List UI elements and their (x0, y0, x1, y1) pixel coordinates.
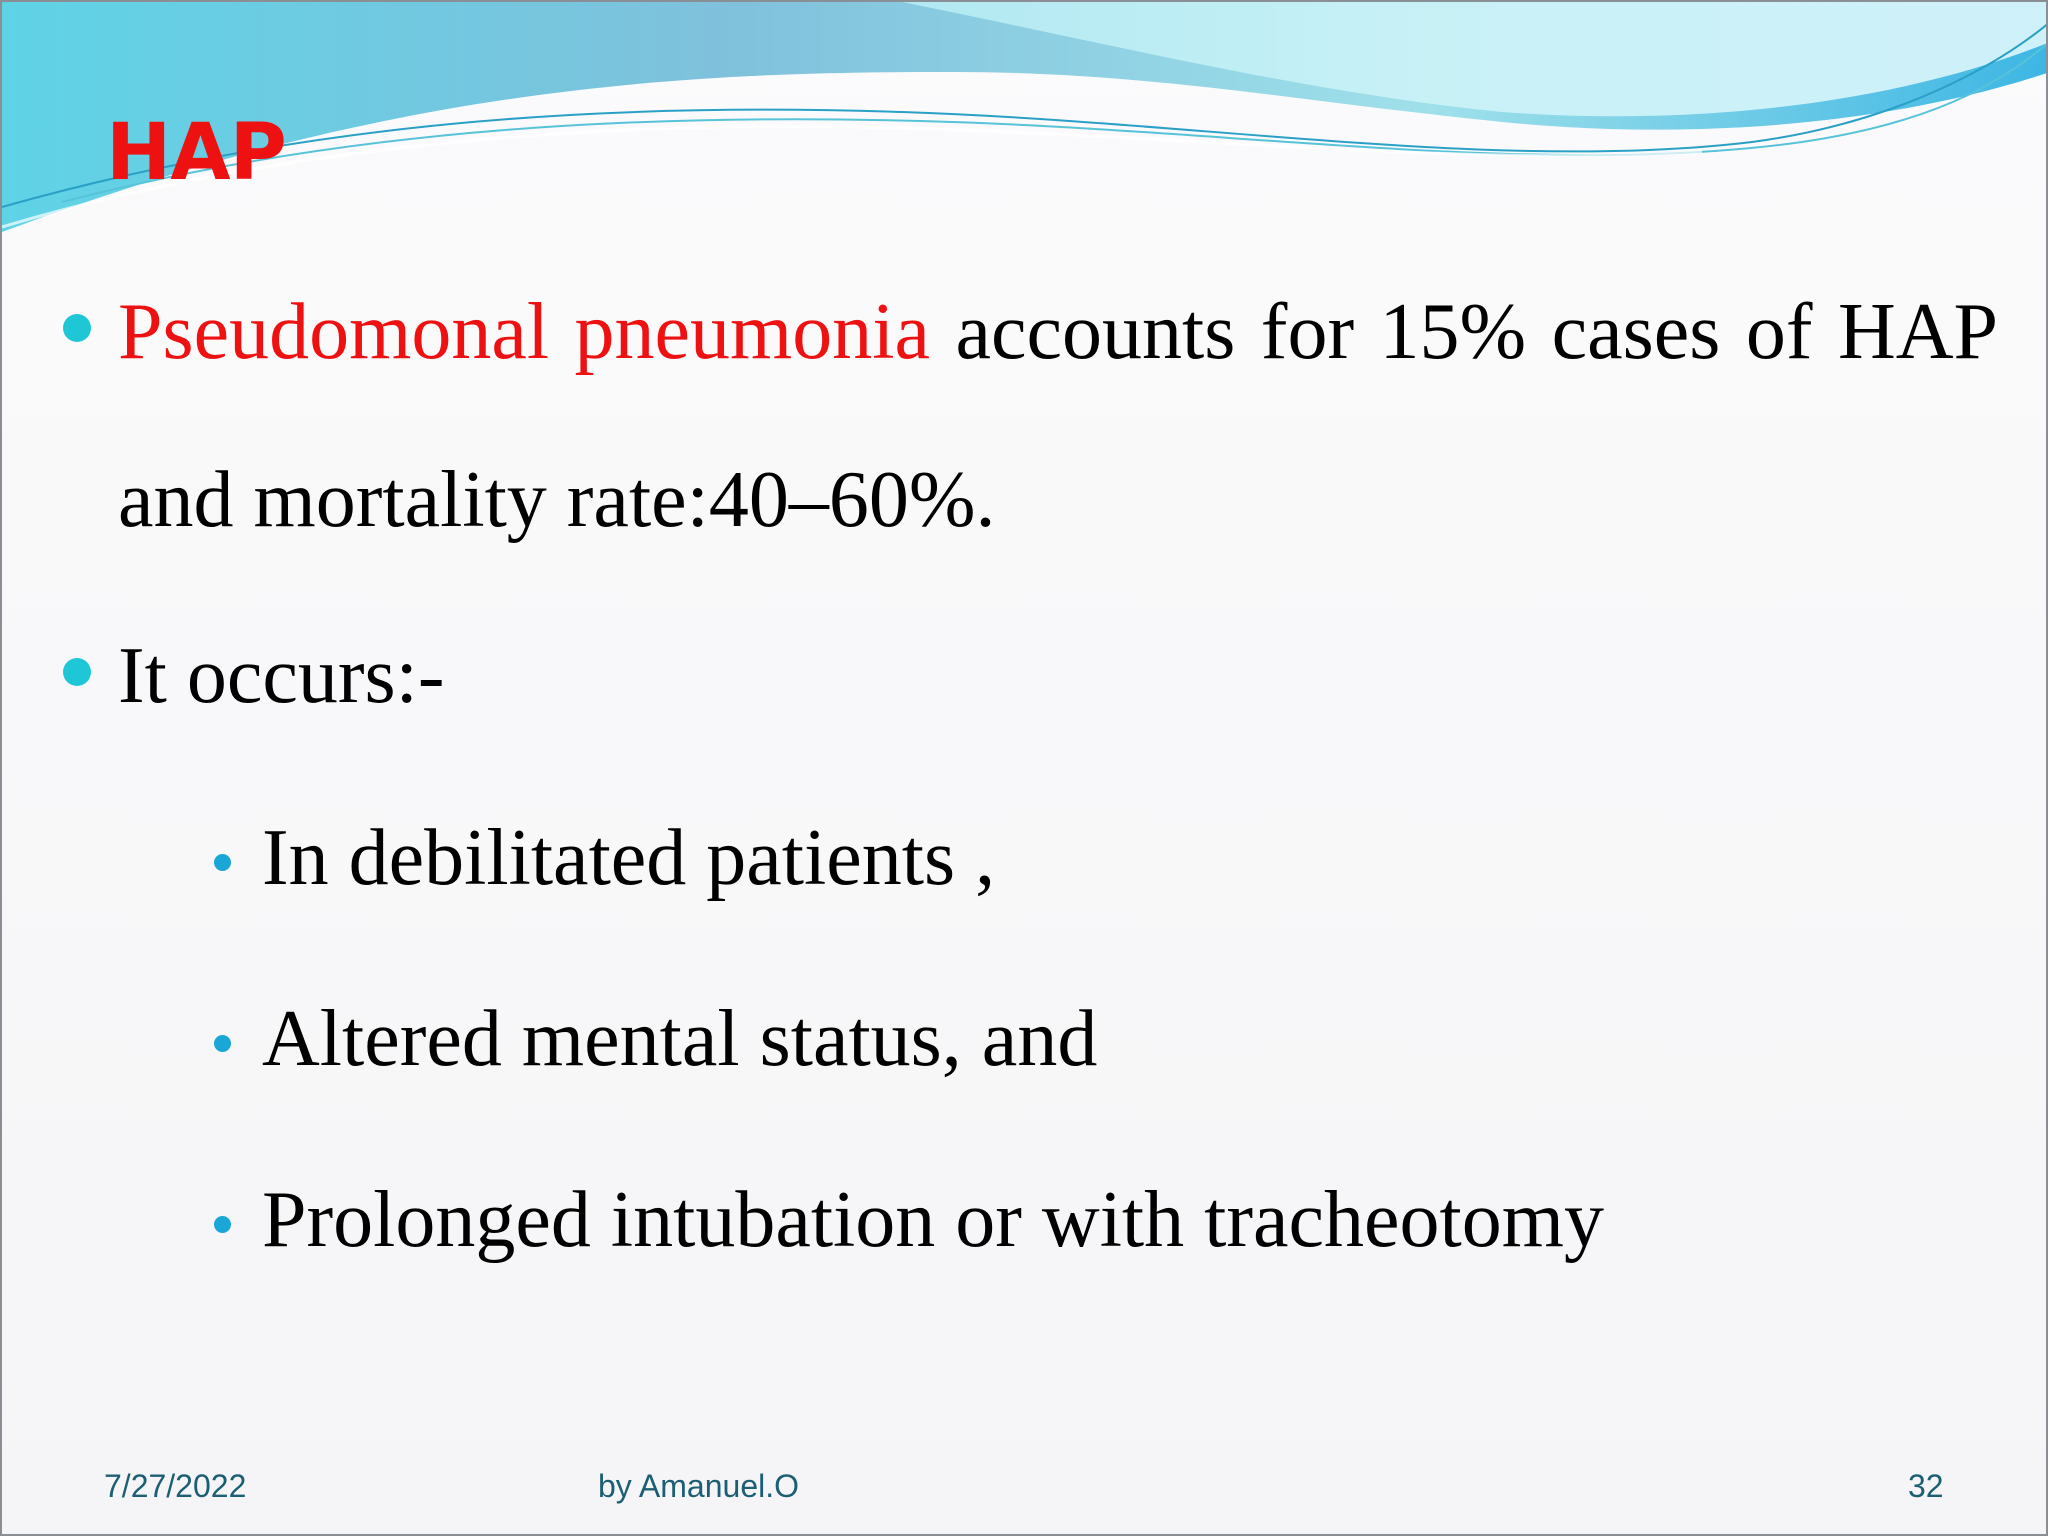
sub-bullet-dot-icon (214, 1216, 231, 1233)
header-wave-decoration (2, 2, 2048, 242)
sub-bullet-2: Altered mental status, and (262, 995, 1098, 1083)
slide-title: HAP (106, 108, 286, 198)
bullet-dot-icon (63, 658, 91, 686)
bullet-2-text: It occurs:- (118, 632, 445, 720)
footer-page-number: 32 (1908, 1468, 1944, 1504)
bullet-1-line-1 (118, 288, 1998, 376)
highlight-pseudomonal-pneumonia: Pseudomonal pneumonia (118, 288, 931, 376)
footer-author: by Amanuel.O (598, 1468, 799, 1504)
bullet-1-line-2: and mortality rate:40–60%. (118, 456, 996, 544)
footer-date: 7/27/2022 (104, 1468, 247, 1504)
sub-bullet-dot-icon (214, 1035, 231, 1052)
bullet-dot-icon (63, 314, 91, 342)
sub-bullet-1: In debilitated patients , (262, 814, 996, 902)
bullet-1-line-1-rest: accounts for 15% cases of HAP (955, 288, 1998, 376)
sub-bullet-3: Prolonged intubation or with tracheotomy (262, 1176, 1604, 1264)
sub-bullet-dot-icon (214, 854, 231, 871)
